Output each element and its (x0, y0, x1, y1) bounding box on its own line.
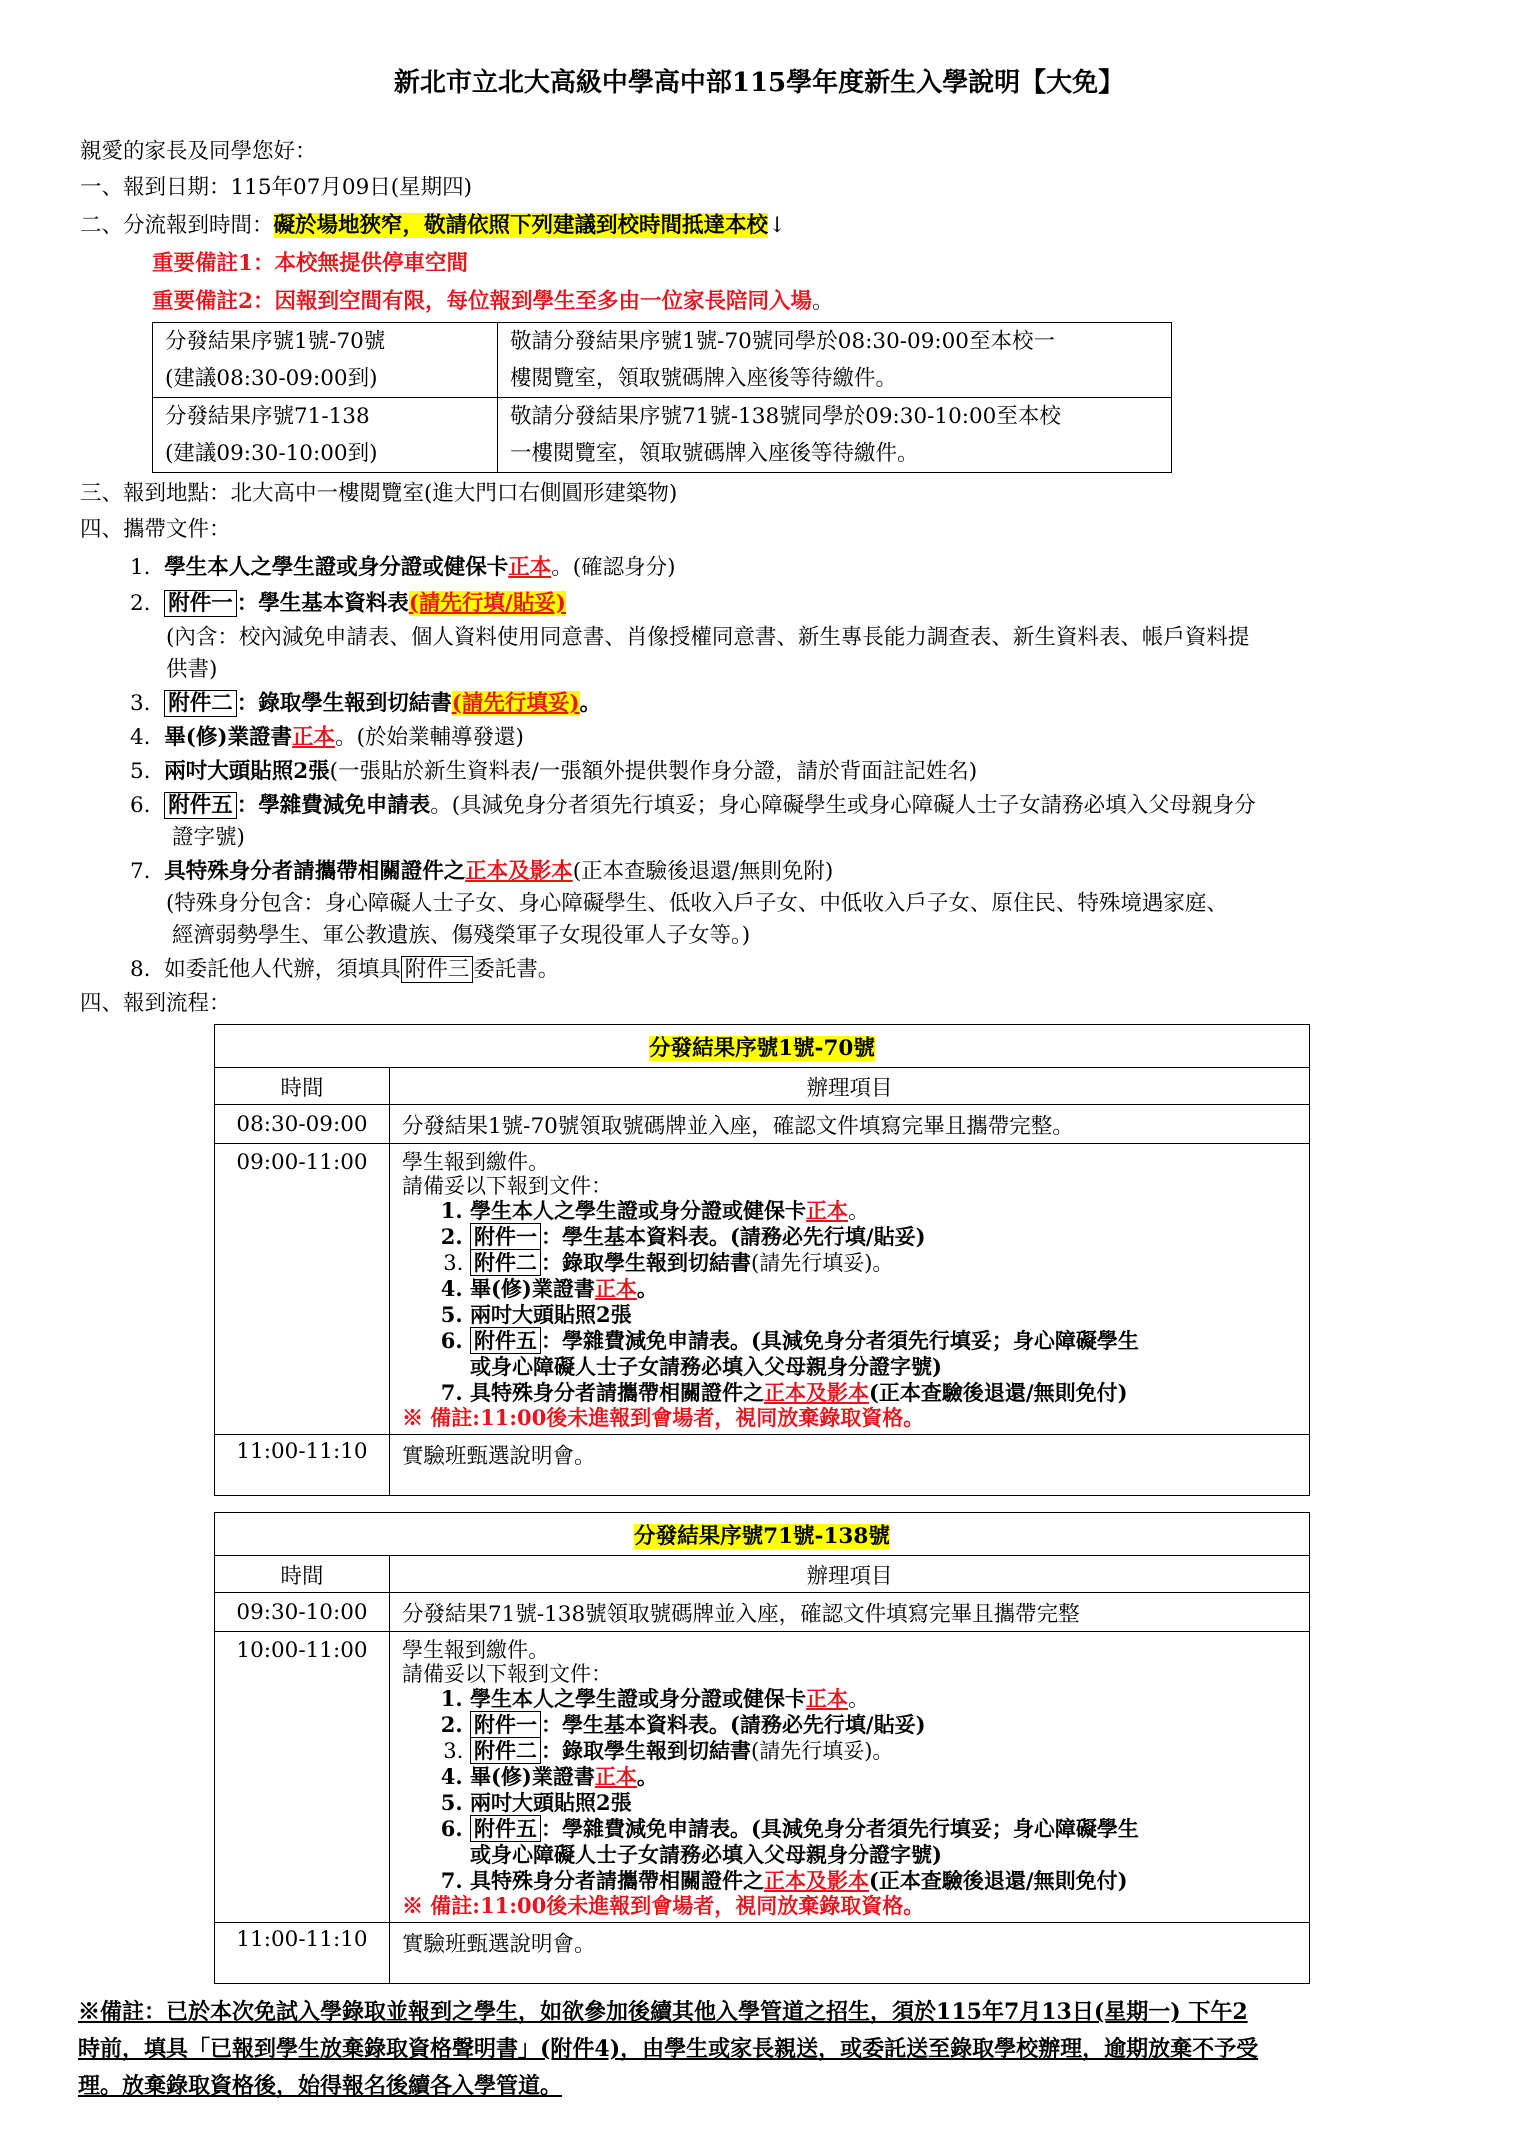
table-cell (153, 323, 498, 398)
flow-table-2 (214, 1512, 1310, 1984)
table-cell (498, 398, 1172, 473)
footnote-line-2: 時前，填具「已報到學生放棄錄取資格聲明書」(附件4)，由學生或家長親送，或委託送至錄取學校辦理，逾期放棄不予受 (78, 2036, 1259, 2062)
item-number: 1. (130, 555, 151, 580)
attachment-box: 附件五 (164, 792, 237, 819)
doc-item-8 (130, 954, 559, 986)
table-row (153, 398, 1172, 473)
doc-text: ：學生基本資料表。(請務必先行填/貼妥) (541, 1712, 926, 1737)
doc-text: 畢(修)業證書 (470, 1764, 595, 1789)
greeting: 親愛的家長及同學您好： (80, 139, 317, 164)
attachment-box: 附件三 (401, 956, 474, 983)
warning-note: ※ 備註:11:00後未進報到會場者，視同放棄錄取資格。 (402, 1405, 925, 1430)
doc-text: ：學雜費減免申請表。(具減免身分者須先行填妥；身心障礙學生 (541, 1328, 1139, 1353)
list-item (470, 1380, 1297, 1406)
cell-text: 分發結果序號1號-70號 (165, 329, 386, 354)
table-row (153, 323, 1172, 398)
attachment-box: 附件一 (470, 1223, 541, 1250)
table-row (215, 1105, 1310, 1144)
table-row (215, 1556, 1310, 1593)
attachment-box: 附件五 (470, 1815, 541, 1842)
warning-note: ※ 備註:11:00後未進報到會場者，視同放棄錄取資格。 (402, 1893, 925, 1918)
original-label: 正本 (292, 725, 336, 750)
note-2-period: 。 (811, 289, 834, 314)
attachment-box: 附件一 (470, 1711, 541, 1738)
doc-item-7 (130, 856, 833, 888)
table-row (215, 1513, 1310, 1556)
prepare-text: 請備妥以下報到文件： (402, 1662, 612, 1686)
list-item (470, 1276, 1297, 1302)
important-note-2-line (152, 286, 833, 318)
doc-text: 委託書。 (473, 957, 560, 982)
item-number: 5. (130, 759, 151, 784)
doc-highlight: (請先行填妥) (451, 691, 580, 716)
doc-item-7-sub: 經濟弱勢學生、軍公教遺族、傷殘榮軍子女現役軍人子女等。) (172, 923, 751, 948)
col-time: 時間 (215, 1556, 390, 1593)
col-item: 辦理項目 (390, 1556, 1310, 1593)
flow-header-text: 分發結果序號71號-138號 (634, 1523, 890, 1549)
list-item (470, 1302, 1297, 1328)
cell-text: (建議09:30-10:00到) (165, 441, 378, 466)
time-cell: 09:00-11:00 (215, 1144, 390, 1435)
attachment-box: 附件五 (470, 1327, 541, 1354)
doc-text: 兩吋大頭貼照2張 (164, 759, 330, 784)
doc-text: ：錄取學生報到切結書 (541, 1738, 751, 1763)
table-cell (498, 323, 1172, 398)
flow-header-text: 分發結果序號1號-70號 (649, 1035, 875, 1061)
submit-text: 學生報到繳件。 (402, 1638, 549, 1662)
doc-text: 或身心障礙人士子女請務必填入父母親身分證字號) (470, 1842, 942, 1867)
footnote-text: 已於本次免試入學錄取並報到之學生，如欲參加後續其他入學管道之招生，須於115年7月13日(星期一) 下午2 (166, 1999, 1248, 2025)
doc-item-2-sub: 供書) (166, 657, 218, 682)
arrival-time-table (152, 322, 1172, 473)
doc-text: ：錄取學生報到切結書 (541, 1250, 751, 1275)
doc-text: 具特殊身分者請攜帶相關證件之 (164, 859, 466, 884)
split-time-line (80, 210, 786, 242)
time-cell: 09:30-10:00 (215, 1593, 390, 1632)
col-time: 時間 (215, 1068, 390, 1105)
original-copy-label: 正本及影本 (764, 1380, 869, 1405)
flow-table-header (215, 1513, 1310, 1556)
doc-item-2-sub: (內含：校內減免申請表、個人資料使用同意書、肖像授權同意書、新生專長能力調查表、新生資料表、帳戶資料提 (166, 625, 1250, 650)
original-label: 正本 (594, 1276, 637, 1301)
flow-doc-list (402, 1198, 1297, 1406)
page-title: 新北市立北大高級中學高中部115學年度新生入學說明【大免】 (393, 68, 1125, 98)
doc-text: 。(具減免身分者須先行填妥；身心障礙學生或身心障礙人士子女請務必填入父母親身分 (430, 793, 1256, 818)
attachment-box: 附件二 (164, 690, 237, 717)
table-row (215, 1068, 1310, 1105)
doc-item-2 (130, 588, 566, 620)
flow-heading: 四、報到流程： (80, 991, 231, 1016)
list-item (470, 1224, 1297, 1250)
table-row (215, 1025, 1310, 1068)
doc-text: 學生本人之學生證或身分證或健保卡 (470, 1686, 806, 1711)
table-row (215, 1632, 1310, 1923)
doc-text: 。 (636, 1764, 658, 1789)
item-cell: 分發結果71號-138號領取號碼牌並入座，確認文件填寫完畢且攜帶完整 (390, 1593, 1310, 1632)
time-cell: 11:00-11:10 (215, 1923, 390, 1984)
footnote-label: ※備註： (78, 1999, 167, 2025)
doc-text: 具特殊身分者請攜帶相關證件之 (470, 1380, 764, 1405)
flow-table-1 (214, 1024, 1310, 1496)
item-cell: 實驗班甄選說明會。 (390, 1923, 1310, 1984)
list-item (470, 1198, 1297, 1224)
item-number: 7. (130, 859, 151, 884)
original-label: 正本 (806, 1198, 848, 1223)
doc-text: 如委託他人代辦，須填具 (164, 957, 401, 982)
list-item (470, 1816, 1297, 1868)
doc-text: 畢(修)業證書 (164, 725, 293, 750)
list-item (470, 1868, 1297, 1894)
item-number: 4. (130, 725, 151, 750)
footnote (78, 1994, 1458, 2105)
doc-highlight: (請先行填/貼妥) (408, 591, 566, 616)
time-cell: 08:30-09:00 (215, 1105, 390, 1144)
attachment-box: 附件二 (470, 1737, 541, 1764)
table-row (215, 1923, 1310, 1984)
doc-text: ：錄取學生報到切結書 (236, 691, 452, 716)
list-item (470, 1790, 1297, 1816)
time-cell: 11:00-11:10 (215, 1435, 390, 1496)
attachment-box: 附件二 (470, 1249, 541, 1276)
doc-item-1 (130, 552, 676, 584)
prepare-text: 請備妥以下報到文件： (402, 1174, 612, 1198)
doc-text: (正本查驗後退還/無則免附) (572, 859, 834, 884)
item-number: 2. (130, 591, 151, 616)
doc-text: ：學生基本資料表 (236, 591, 409, 616)
submit-text: 學生報到繳件。 (402, 1150, 549, 1174)
doc-item-7-sub: (特殊身分包含：身心障礙人士子女、身心障礙學生、低收入戶子女、中低收入戶子女、原住民、特殊境遇家庭、 (166, 891, 1228, 916)
doc-text: 畢(修)業證書 (470, 1276, 595, 1301)
doc-text: ：學雜費減免申請表。(具減免身分者須先行填妥；身心障礙學生 (541, 1816, 1139, 1841)
doc-text: (請先行填妥)。 (751, 1251, 894, 1275)
cell-text: 一樓閱覽室，領取號碼牌入座後等待繳件。 (510, 441, 919, 466)
col-item: 辦理項目 (390, 1068, 1310, 1105)
doc-text: (正本查驗後退還/無則免付) (869, 1868, 1128, 1893)
doc-text: 學生本人之學生證或身分證或健保卡 (164, 555, 509, 580)
flow-table-header (215, 1025, 1310, 1068)
list-item (470, 1328, 1297, 1380)
original-label: 正本 (594, 1764, 637, 1789)
doc-text: 學生本人之學生證或身分證或健保卡 (470, 1198, 806, 1223)
flow-doc-list (402, 1686, 1297, 1894)
cell-text: (建議08:30-09:00到) (165, 366, 378, 391)
doc-text: 。(於始業輔導發還) (335, 725, 524, 750)
original-copy-label: 正本及影本 (764, 1868, 869, 1893)
important-note-2: 重要備註2：因報到空間有限，每位報到學生至多由一位家長陪同入場 (152, 289, 812, 314)
doc-text: 或身心障礙人士子女請務必填入父母親身分證字號) (470, 1354, 942, 1379)
doc-text: 。 (848, 1199, 869, 1223)
footnote-line-1 (78, 1994, 1458, 2031)
split-time-prefix: 二、分流報到時間： (80, 213, 274, 238)
doc-item-4 (130, 722, 524, 754)
table-row (215, 1144, 1310, 1435)
doc-text: 。 (579, 691, 602, 716)
doc-text: 具特殊身分者請攜帶相關證件之 (470, 1868, 764, 1893)
item-cell (390, 1632, 1310, 1923)
item-cell (390, 1144, 1310, 1435)
report-date: 一、報到日期：115年07月09日(星期四) (80, 175, 473, 200)
doc-text: 兩吋大頭貼照2張 (470, 1790, 632, 1815)
item-cell: 實驗班甄選說明會。 (390, 1435, 1310, 1496)
doc-text: (一張貼於新生資料表/一張額外提供製作身分證，請於背面註記姓名) (329, 759, 978, 784)
list-item (470, 1764, 1297, 1790)
cell-text: 分發結果序號71-138 (165, 404, 370, 429)
cell-text: 樓閱覽室，領取號碼牌入座後等待繳件。 (510, 366, 898, 391)
doc-text: 。 (848, 1687, 869, 1711)
table-row (215, 1593, 1310, 1632)
table-row (215, 1435, 1310, 1496)
doc-item-3 (130, 688, 601, 720)
list-item (470, 1738, 1297, 1764)
doc-text: ：學雜費減免申請表 (236, 793, 431, 818)
list-item (470, 1250, 1297, 1276)
item-cell: 分發結果1號-70號領取號碼牌並入座，確認文件填寫完畢且攜帶完整。 (390, 1105, 1310, 1144)
doc-item-6 (130, 790, 1256, 822)
list-item (470, 1712, 1297, 1738)
doc-text: (正本查驗後退還/無則免付) (869, 1380, 1128, 1405)
doc-item-5 (130, 756, 977, 788)
attachment-box: 附件一 (164, 590, 237, 617)
doc-text: 兩吋大頭貼照2張 (470, 1302, 632, 1327)
doc-text: 。(確認身分) (551, 555, 676, 580)
doc-text: ：學生基本資料表。(請務必先行填/貼妥) (541, 1224, 926, 1249)
time-cell: 10:00-11:00 (215, 1632, 390, 1923)
documents-heading: 四、攜帶文件： (80, 517, 231, 542)
original-label: 正本 (508, 555, 552, 580)
original-label: 正本 (806, 1686, 848, 1711)
item-number: 8. (130, 957, 151, 982)
cell-text: 敬請分發結果序號71號-138號同學於09:30-10:00至本校 (510, 404, 1061, 429)
doc-text: (請先行填妥)。 (751, 1739, 894, 1763)
footnote-line-3: 理。放棄錄取資格後，始得報名後續各入學管道。 (78, 2073, 563, 2099)
list-item (470, 1686, 1297, 1712)
split-time-highlight: 礙於場地狹窄，敬請依照下列建議到校時間抵達本校 (273, 213, 769, 238)
report-location: 三、報到地點：北大高中一樓閱覽室(進大門口右側圓形建築物) (80, 481, 678, 506)
item-number: 6. (130, 793, 151, 818)
important-note-1: 重要備註1：本校無提供停車空間 (152, 251, 468, 276)
down-arrow-icon: ↓ (768, 213, 787, 238)
original-copy-label: 正本及影本 (465, 859, 573, 884)
cell-text: 敬請分發結果序號1號-70號同學於08:30-09:00至本校一 (510, 329, 1055, 354)
item-number: 3. (130, 691, 151, 716)
doc-item-6-sub: 證字號) (172, 825, 245, 850)
table-cell (153, 398, 498, 473)
doc-text: 。 (636, 1276, 658, 1301)
